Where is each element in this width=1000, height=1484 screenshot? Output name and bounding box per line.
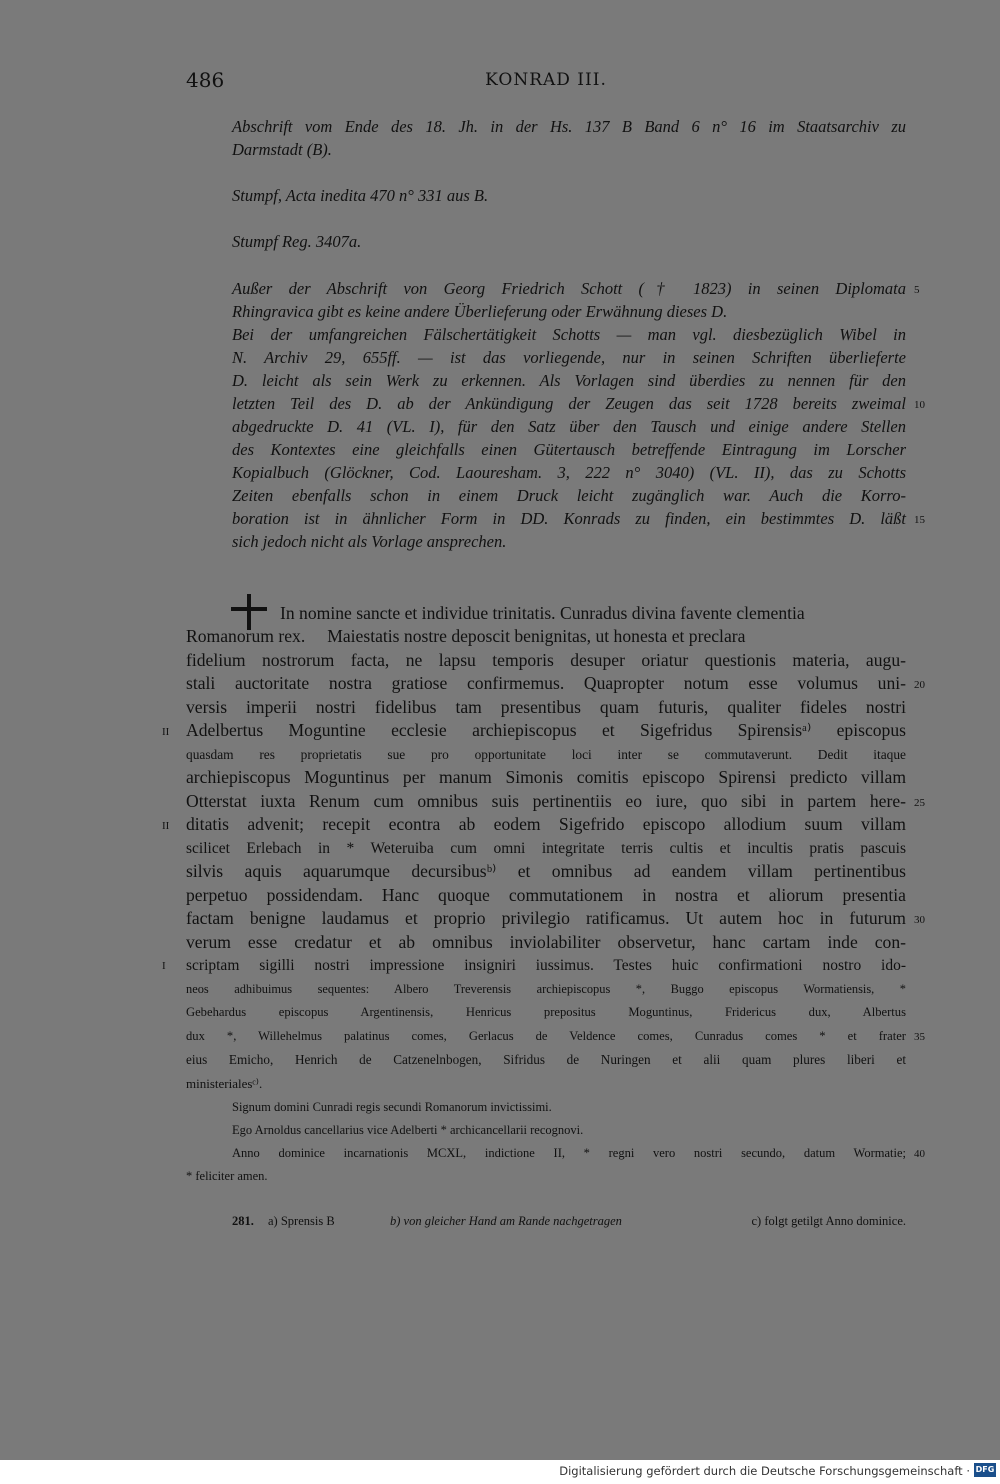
signature-line: Signum domini Cunradi regis secundi Romanorum invictissimi. — [232, 1100, 552, 1114]
line-number: 35 — [914, 1031, 925, 1043]
page-number: 486 — [186, 68, 225, 92]
charter-line: perpetuo possidendam. Hanc quoque commutationem in nostra et aliorum presentia — [186, 885, 906, 905]
charter-line: Gebehardus episcopus Argentinensis, Henricus prepositus Moguntinus, Fridericus dux, Albertus — [186, 1005, 906, 1019]
charter-line: archiepiscopus Moguntinus per manum Simonis comitis episcopo Spirensi predicto villam — [186, 767, 906, 787]
charter-line: Adelbertus Moguntine ecclesie archiepiscopus et Sigefridus Spirensisᵃ⁾ episcopus — [186, 720, 906, 740]
charter-line: Romanorum rex. Maiestatis nostre deposcit benignitas, ut honesta et preclara — [186, 626, 746, 646]
signature-line: Ego Arnoldus cancellarius vice Adelberti * archicancellarii recognovi. — [232, 1123, 584, 1137]
line-number: 10 — [914, 399, 925, 411]
tradition-line: letzten Teil des D. ab der Ankündigung der Zeugen das seit 1728 bereits zweimal — [232, 394, 906, 413]
footnote-a: a) Sprensis B — [268, 1214, 335, 1228]
line-number: 5 — [914, 284, 920, 296]
charter-line: versis imperii nostri fidelibus tam presentibus quam futuris, qualiter fideles nostri — [186, 697, 906, 717]
source-mark: II — [162, 726, 170, 738]
tradition-line: Abschrift vom Ende des 18. Jh. in der Hs. 137 B Band 6 n° 16 im Staatsarchiv zu — [232, 117, 906, 136]
charter-line: ditatis advenit; recepit econtra ab eodem Sigefrido episcopo allodium suum villam — [186, 814, 906, 834]
signature-line: Anno dominice incarnationis MCXL, indictione II, * regni vero nostri secundo, datum Wormatie; — [232, 1146, 906, 1160]
charter-line: In nomine sancte et individue trinitatis. Cunradus divina favente clementia — [280, 603, 805, 623]
charter-line: quasdam res proprietatis sue pro opportunitate loci inter se commutaverunt. Dedit itaque — [186, 747, 906, 762]
charter-line: Otterstat iuxta Renum cum omnibus suis pertinentiis eo iure, quo sibi in partem here- — [186, 791, 906, 811]
source-mark: I — [162, 960, 166, 972]
tradition-line: abgedruckte D. 41 (VL. I), für den Satz über den Tausch und einige andere Stellen — [232, 417, 906, 436]
tradition-line: Stumpf, Acta inedita 470 n° 331 aus B. — [232, 186, 489, 205]
tradition-line: des Kontextes eine gleichfalls einen Gütertausch betreffende Eintragung im Lorscher — [232, 440, 906, 459]
charter-line: factam benigne laudamus et proprio privilegio ratificamus. Ut autem hoc in futurum — [186, 908, 906, 928]
funding-credit: Digitalisierung gefördert durch die Deutsche Forschungsgemeinschaft · — [559, 1464, 970, 1478]
page-header — [186, 68, 906, 94]
line-number: 20 — [914, 679, 925, 691]
footnotes — [232, 1214, 906, 1236]
dfg-logo: DFG — [974, 1463, 996, 1477]
line-number: 30 — [914, 914, 925, 926]
source-mark: II — [162, 820, 170, 832]
tradition-line: sich jedoch nicht als Vorlage ansprechen. — [232, 532, 507, 551]
charter-line: silvis aquis aquarumque decursibusᵇ⁾ et omnibus ad eandem villam pertinentibus — [186, 861, 906, 881]
charter-line: scriptam sigilli nostri impressione insigniri iussimus. Testes huic confirmationi nostro ido- — [186, 957, 906, 974]
charter-line: stali auctoritate nostra gratiose confirmemus. Quapropter notum esse volumus uni- — [186, 673, 906, 693]
tradition-line: Bei der umfangreichen Fälschertätigkeit Schotts — man vgl. diesbezüglich Wibel in — [232, 325, 906, 344]
line-number: 40 — [914, 1148, 925, 1160]
tradition-line: D. leicht als sein Werk zu erkennen. Als Vorlagen sind überdies zu nennen für den — [232, 371, 906, 390]
footnote-b: b) von gleicher Hand am Rande nachgetragen — [390, 1214, 622, 1228]
tradition-line: boration ist in ähnlicher Form in DD. Konrads zu finden, ein bestimmtes D. läßt — [232, 509, 906, 528]
footnote-number: 281. — [232, 1214, 254, 1228]
charter-line: scilicet Erlebach in * Weteruiba cum omni integritate terris cultis et incultis pratis pascuis — [186, 840, 906, 857]
line-number: 25 — [914, 797, 925, 809]
tradition-line: Kopialbuch (Glöckner, Cod. Laouresham. 3, 222 n° 3040) (VL. II), das zu Schotts — [232, 463, 906, 482]
charter-line: neos adhibuimus sequentes: Albero Treverensis archiepiscopus *, Buggo episcopus Wormatiensis, * — [186, 982, 906, 996]
tradition-line: Rhingravica gibt es keine andere Überlieferung oder Erwähnung dieses D. — [232, 302, 728, 321]
charter-line: verum esse credatur et ab omnibus inviolabiliter observetur, hanc cartam inde con- — [186, 932, 906, 952]
line-number: 15 — [914, 514, 925, 526]
charter-line: eius Emicho, Henrich de Catzenelnbogen, Sifridus de Nuringen et alii quam plures liberi et — [186, 1052, 906, 1067]
tradition-line: Stumpf Reg. 3407a. — [232, 232, 362, 251]
running-title: KONRAD III. — [485, 70, 607, 90]
tradition-line: Außer der Abschrift von Georg Friedrich Schott († 1823) in seinen Diplomata — [232, 279, 906, 298]
tradition-line: Darmstadt (B). — [232, 140, 332, 159]
charter-line: ministerialesᶜ⁾. — [186, 1076, 263, 1091]
footer-bar — [0, 1460, 1000, 1484]
tradition-line: Zeiten ebenfalls schon in einem Druck leicht zugänglich war. Auch die Korro- — [232, 486, 906, 505]
charter-line: fidelium nostrorum facta, ne lapsu temporis desuper oriatur questionis materia, augu- — [186, 650, 906, 670]
footnote-c: c) folgt getilgt Anno dominice. — [751, 1214, 906, 1228]
tradition-line: N. Archiv 29, 655ff. — ist das vorliegende, nur in seinen Schriften überlieferte — [232, 348, 906, 367]
charter-line: dux *, Willehelmus palatinus comes, Gerlacus de Veldence comes, Cunradus comes * et frater — [186, 1029, 906, 1043]
signature-line: * feliciter amen. — [186, 1169, 268, 1183]
